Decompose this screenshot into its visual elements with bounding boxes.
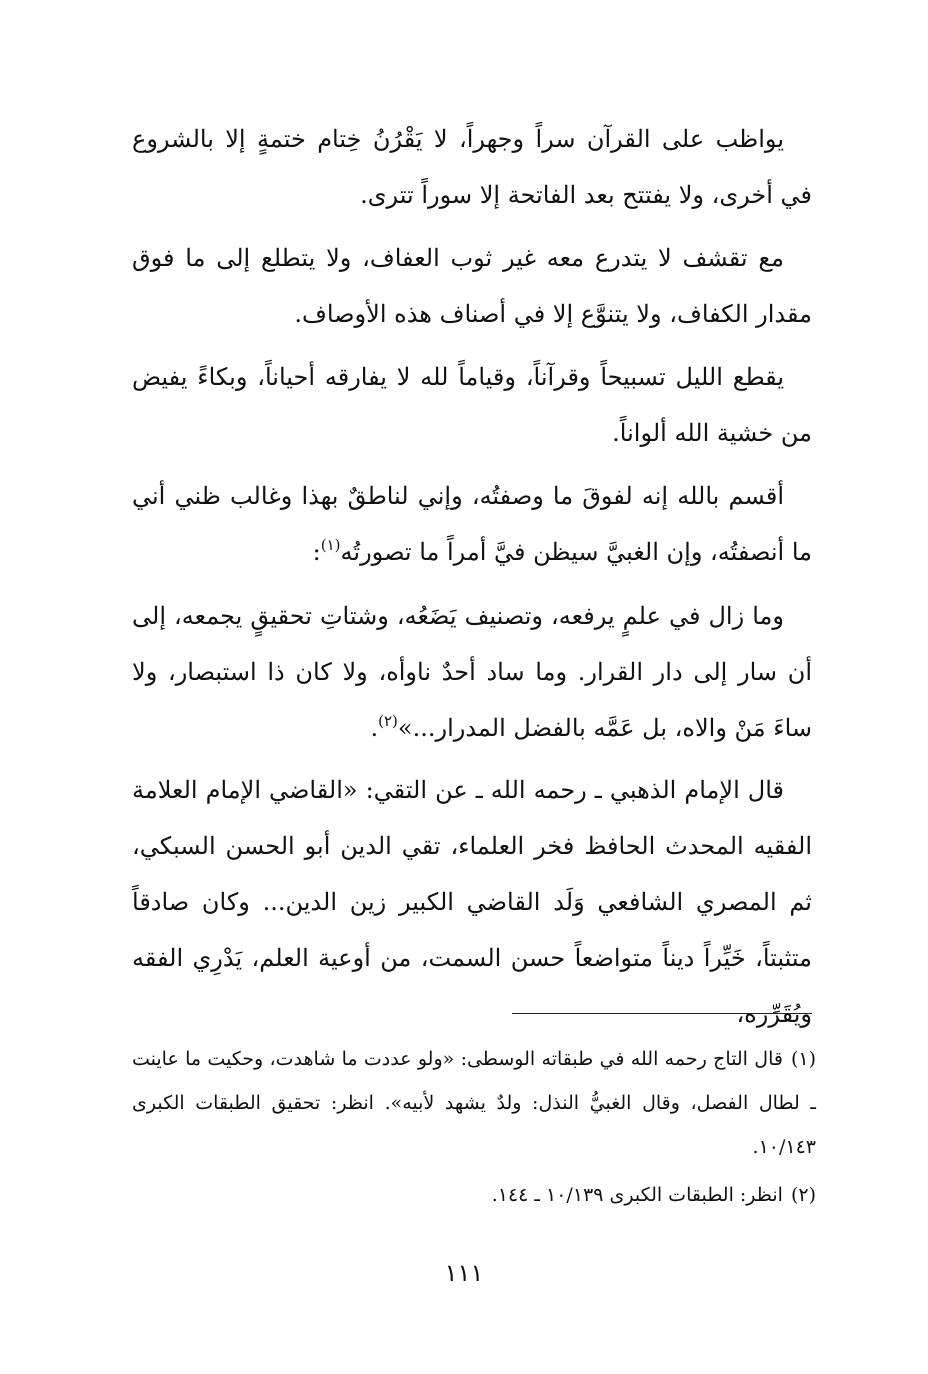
paragraph-tail: . xyxy=(370,714,379,742)
footnote-number: (١) xyxy=(790,1048,816,1070)
footnote-text: انظر: الطبقات الكبرى ١٠/١٣٩ ـ ١٤٤. xyxy=(491,1184,783,1206)
paragraph-4 xyxy=(132,468,812,580)
paragraph-text: قال الإمام الذهبي ـ رحمه الله ـ عن التقي: «القاضي الإمام العلامة الفقيه المحدث الحافظ فخر العلماء، تقي الدين أبو الحسن السبكي، ثم المصري الشافعي وَلَد القاضي الكبير زين الدين... وكان صادقاً متثبتاً، خَيِّراً ديناً متواضعاً حسن السمت، من أوعية العلم، يَدْرِي الفقه ويُقَرِّره، xyxy=(132,776,812,1028)
footnote-1 xyxy=(132,1037,816,1169)
paragraph-3 xyxy=(132,349,812,461)
footnote-reference: (٢) xyxy=(378,712,398,730)
paragraph-1 xyxy=(132,111,812,223)
paragraph-text: يقطع الليل تسبيحاً وقرآناً، وقياماً لله لا يفارقه أحياناً، وبكاءً يفيض من خشية الله ألواناً. xyxy=(132,363,812,447)
paragraph-tail: : xyxy=(312,538,321,566)
paragraph-6 xyxy=(132,762,812,1042)
paragraph-content xyxy=(132,468,812,580)
footnote-separator xyxy=(512,1013,812,1014)
paragraph-text: يواظب على القرآن سراً وجهراً، لا يَقْرُنُ خِتام ختمةٍ إلا بالشروع في أخرى، ولا يفتتح بعد الفاتحة إلا سوراً تترى. xyxy=(132,125,812,209)
footnote-text: قال التاج رحمه الله في طبقاته الوسطى: «ولو عددت ما شاهدت، وحكيت ما عاينت ـ لطال الفصل، وقال الغبيُّ النذل: ولدٌ يشهد لأبيه». انظر: تحقيق الطبقات الكبرى ١٠/١٤٣. xyxy=(132,1048,816,1158)
paragraph-content xyxy=(132,588,812,756)
footnote-content xyxy=(132,1173,816,1217)
paragraph-2 xyxy=(132,230,812,342)
footnote-number: (٢) xyxy=(790,1184,816,1206)
paragraph-5 xyxy=(132,588,812,756)
paragraph-text: وما زال في علمٍ يرفعه، وتصنيف يَضَعُه، وشتاتِ تحقيقٍ يجمعه، إلى أن سار إلى دار القرار. وما ساد أحدٌ ناوأه، ولا كان ذا استبصار، ولا ساءَ مَنْ والاه، بل عَمَّه بالفضل المدرار...» xyxy=(132,602,812,742)
footnote-2 xyxy=(132,1173,816,1217)
footnote-content xyxy=(132,1037,816,1169)
page-number: ١١١ xyxy=(444,1259,484,1287)
footnote-reference: (١) xyxy=(320,536,341,554)
paragraph-text: أقسم بالله إنه لفوقَ ما وصفتُه، وإني لناطقٌ بهذا وغالب ظني أني ما أنصفتُه، وإن الغبيَّ سيظن فيَّ أمراً ما تصورتُه xyxy=(132,482,812,566)
paragraph-text: مع تقشف لا يتدرع معه غير ثوب العفاف، ولا يتطلع إلى ما فوق مقدار الكفاف، ولا يتنوَّع إلا في أصناف هذه الأوصاف. xyxy=(132,244,812,328)
